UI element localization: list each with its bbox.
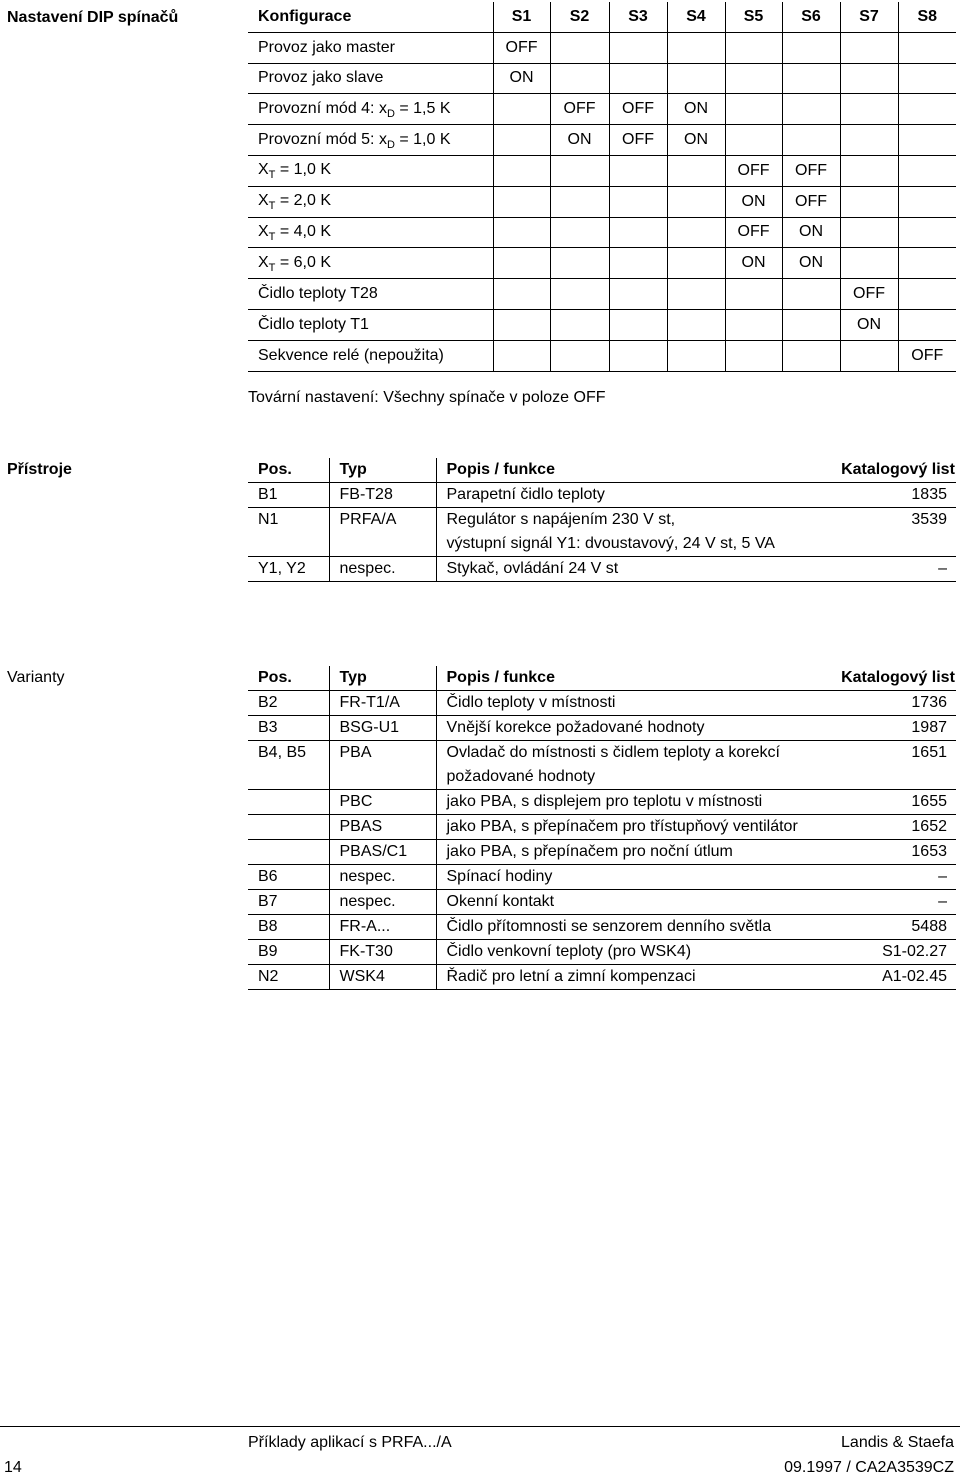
switch-s1-value	[493, 279, 550, 310]
katalog-cell: –	[840, 890, 956, 915]
katalog-cell: 3539	[911, 511, 947, 528]
switch-s3-value: OFF	[609, 94, 667, 125]
pos-cell: N2	[248, 965, 329, 990]
katalog-cell: 1652	[840, 815, 956, 840]
typ-header: Typ	[329, 666, 436, 691]
popis-cell: Vnější korekce požadované hodnoty	[436, 716, 840, 741]
switch-header-s1: S1	[493, 2, 550, 32]
table-row	[248, 532, 956, 557]
dip-row	[248, 186, 956, 217]
switch-s2-value	[550, 32, 609, 63]
table-row	[248, 865, 956, 890]
page-number: 14	[4, 1459, 22, 1476]
pos-cell	[248, 790, 329, 815]
popis-cell: Parapetní čidlo teploty	[436, 483, 840, 508]
switch-s1-value: OFF	[493, 32, 550, 63]
table-row	[248, 483, 956, 508]
popis-cell: Čidlo teploty v místnosti	[436, 691, 840, 716]
table-row	[248, 716, 956, 741]
switch-s3-value	[609, 155, 667, 186]
pos-cell: B8	[248, 915, 329, 940]
switch-s5-value	[725, 125, 782, 156]
variants-table-body	[248, 691, 956, 990]
switch-header-s7: S7	[840, 2, 898, 32]
switch-s7-value	[840, 340, 898, 371]
typ-cell: PBAS/C1	[329, 840, 436, 865]
switch-s4-value	[667, 279, 725, 310]
typ-cell	[329, 532, 436, 557]
switch-s5-value	[725, 94, 782, 125]
switch-s8-value	[898, 279, 956, 310]
katalog-cell: 1653	[840, 840, 956, 865]
variants-section-label: Varianty	[7, 669, 65, 686]
switch-s5-value	[725, 279, 782, 310]
pos-header: Pos.	[248, 666, 329, 691]
switch-s3-value	[609, 217, 667, 248]
pos-cell: N1	[258, 511, 279, 528]
popis-cell: Čidlo venkovní teploty (pro WSK4)	[436, 940, 840, 965]
devices-header-row	[248, 458, 956, 483]
switch-header-s3: S3	[609, 2, 667, 32]
switch-s6-value	[782, 309, 840, 340]
pos-cell	[248, 840, 329, 865]
dip-header-row	[248, 2, 956, 32]
config-label: Čidlo teploty T1	[248, 309, 493, 340]
popis-cell: Řadič pro letní a zimní kompenzaci	[436, 965, 840, 990]
footer-divider	[0, 1426, 960, 1427]
switch-s5-value	[725, 32, 782, 63]
popis-cell: Spínací hodiny	[436, 865, 840, 890]
switch-s7-value	[840, 217, 898, 248]
switch-s5-value	[725, 309, 782, 340]
config-label: Provozní mód 5: $x_D = 1,0$ K	[248, 125, 493, 156]
switch-s6-value	[782, 340, 840, 371]
switch-s3-value	[609, 186, 667, 217]
table-row	[248, 840, 956, 865]
table-row	[248, 890, 956, 915]
footer-company: Landis & Staefa	[841, 1434, 954, 1451]
switch-s4-value	[667, 155, 725, 186]
typ-cell: nespec.	[329, 557, 436, 582]
typ-cell: FK-T30	[329, 940, 436, 965]
pos-header: Pos.	[248, 458, 329, 483]
switch-s8-value	[898, 155, 956, 186]
switch-s2-value	[550, 63, 609, 94]
switch-s7-value	[840, 63, 898, 94]
config-label: $X_T = 2,0$ K	[248, 186, 493, 217]
pos-cell	[248, 532, 329, 557]
switch-s3-value	[609, 63, 667, 94]
katalog-cell: 1987	[840, 716, 956, 741]
typ-header: Typ	[329, 458, 436, 483]
katalog-cell: A1-02.45	[840, 965, 956, 990]
popis-cell: Ovladač do místnosti s čidlem teploty a korekcí požadované hodnoty	[436, 741, 840, 790]
footer-doc-ref: 09.1997 / CA2A3539CZ	[784, 1459, 954, 1476]
footer-title: Příklady aplikací s PRFA.../A	[248, 1434, 452, 1451]
switch-s8-value	[898, 32, 956, 63]
katalog-cell: 5488	[840, 915, 956, 940]
switch-s6-value	[782, 125, 840, 156]
devices-table-body	[248, 483, 956, 582]
switch-s7-value	[840, 94, 898, 125]
switch-s5-value: OFF	[725, 217, 782, 248]
switch-s1-value	[493, 248, 550, 279]
switch-s7-value	[840, 155, 898, 186]
dip-row	[248, 155, 956, 186]
switch-header-s8: S8	[898, 2, 956, 32]
typ-cell: FR-A...	[329, 915, 436, 940]
switch-s4-value	[667, 186, 725, 217]
switch-s1-value	[493, 155, 550, 186]
switch-s1-value	[493, 309, 550, 340]
katalog-cell: 1651	[840, 741, 956, 790]
switch-s4-value	[667, 217, 725, 248]
katalog-cell: S1-02.27	[840, 940, 956, 965]
table-row	[248, 790, 956, 815]
table-row	[248, 691, 956, 716]
katalog-cell: –	[840, 557, 956, 582]
switch-s3-value	[609, 32, 667, 63]
popis-header: Popis / funkce	[436, 458, 840, 483]
switch-s2-value	[550, 309, 609, 340]
config-label: $X_T = 6,0$ K	[248, 248, 493, 279]
switch-s3-value	[609, 279, 667, 310]
pos-cell: B3	[248, 716, 329, 741]
switch-s6-value: ON	[782, 248, 840, 279]
switch-s4-value	[667, 248, 725, 279]
switch-s6-value: ON	[782, 217, 840, 248]
katalog-cell: 1736	[840, 691, 956, 716]
switch-s1-value	[493, 186, 550, 217]
switch-s6-value	[782, 94, 840, 125]
switch-s8-value	[898, 217, 956, 248]
popis-cell: Čidlo přítomnosti se senzorem denního světla	[436, 915, 840, 940]
switch-s5-value: ON	[725, 186, 782, 217]
popis-cell: Stykač, ovládání 24 V st	[436, 557, 840, 582]
config-label: $X_T = 1,0$ K	[248, 155, 493, 186]
switch-s6-value: OFF	[782, 186, 840, 217]
config-label: Provoz jako master	[248, 32, 493, 63]
switch-s8-value	[898, 125, 956, 156]
switch-s2-value	[550, 248, 609, 279]
switch-header-s6: S6	[782, 2, 840, 32]
switch-s2-value: OFF	[550, 94, 609, 125]
switch-s8-value	[898, 248, 956, 279]
switch-s2-value	[550, 155, 609, 186]
variants-header-row	[248, 666, 956, 691]
switch-s7-value	[840, 186, 898, 217]
dip-row	[248, 63, 956, 94]
pos-cell: B7	[248, 890, 329, 915]
switch-s1-value	[493, 125, 550, 156]
katalog-cell	[840, 532, 956, 557]
table-row	[248, 965, 956, 990]
switch-s8-value: OFF	[898, 340, 956, 371]
pos-cell: B9	[248, 940, 329, 965]
switch-s8-value	[898, 186, 956, 217]
switch-s7-value: ON	[840, 309, 898, 340]
switch-s8-value	[898, 94, 956, 125]
typ-cell: PBAS	[329, 815, 436, 840]
dip-row	[248, 125, 956, 156]
dip-row	[248, 217, 956, 248]
config-label: Provoz jako slave	[248, 63, 493, 94]
typ-cell: PRFA/A	[329, 508, 436, 533]
pos-cell: B4, B5	[248, 741, 329, 790]
devices-section-label: Přístroje	[7, 461, 72, 478]
switch-s7-value: OFF	[840, 279, 898, 310]
dip-row	[248, 279, 956, 310]
table-row	[248, 815, 956, 840]
switch-s7-value	[840, 125, 898, 156]
switch-s5-value: OFF	[725, 155, 782, 186]
devices-table	[248, 458, 956, 582]
switch-s4-value	[667, 63, 725, 94]
dip-table-body	[248, 32, 956, 371]
switch-s7-value	[840, 32, 898, 63]
factory-setting-note: Tovární nastavení: Všechny spínače v poloze OFF	[248, 389, 606, 406]
switch-s3-value	[609, 309, 667, 340]
pos-cell: B2	[248, 691, 329, 716]
popis-cell: jako PBA, s přepínačem pro noční útlum	[436, 840, 840, 865]
dip-switch-table	[248, 2, 956, 372]
switch-s3-value: OFF	[609, 125, 667, 156]
typ-cell: nespec.	[329, 890, 436, 915]
typ-cell: FR-T1/A	[329, 691, 436, 716]
table-row	[248, 915, 956, 940]
switch-s8-value	[898, 63, 956, 94]
typ-cell: BSG-U1	[329, 716, 436, 741]
typ-cell: nespec.	[329, 865, 436, 890]
pos-cell: Y1, Y2	[248, 557, 329, 582]
switch-s5-value: ON	[725, 248, 782, 279]
typ-cell: FB-T28	[329, 483, 436, 508]
switch-s2-value	[550, 340, 609, 371]
switch-s2-value: ON	[550, 125, 609, 156]
katalog-cell: 1835	[840, 483, 956, 508]
typ-cell: PBC	[329, 790, 436, 815]
pos-cell: B1	[248, 483, 329, 508]
switch-s8-value	[898, 309, 956, 340]
config-label: Provozní mód 4: $x_D = 1,5$ K	[248, 94, 493, 125]
switch-s5-value	[725, 63, 782, 94]
config-header: Konfigurace	[248, 2, 493, 32]
typ-cell: WSK4	[329, 965, 436, 990]
switch-s4-value	[667, 309, 725, 340]
popis-cell: jako PBA, s displejem pro teplotu v místnosti	[436, 790, 840, 815]
dip-section-label: Nastavení DIP spínačů	[7, 9, 179, 26]
katalog-cell: 1655	[840, 790, 956, 815]
table-row	[248, 940, 956, 965]
popis-cell: jako PBA, s přepínačem pro třístupňový ventilátor	[436, 815, 840, 840]
katalog-header: Katalogový list	[840, 458, 956, 483]
switch-s2-value	[550, 279, 609, 310]
switch-s4-value: ON	[667, 94, 725, 125]
switch-s6-value	[782, 279, 840, 310]
switch-s5-value	[725, 340, 782, 371]
table-row	[248, 741, 956, 790]
switch-header-s5: S5	[725, 2, 782, 32]
popis-header: Popis / funkce	[436, 666, 840, 691]
pos-cell	[248, 815, 329, 840]
switch-s7-value	[840, 248, 898, 279]
dip-row	[248, 94, 956, 125]
switch-s1-value	[493, 94, 550, 125]
switch-header-s4: S4	[667, 2, 725, 32]
popis-cell: Regulátor s napájením 230 V st,	[436, 508, 840, 533]
popis-cell: výstupní signál Y1: dvoustavový, 24 V st, 5 VA	[436, 532, 840, 557]
dip-row	[248, 32, 956, 63]
switch-s1-value: ON	[493, 63, 550, 94]
switch-s4-value: ON	[667, 125, 725, 156]
typ-cell: PBA	[329, 741, 436, 790]
switch-s4-value	[667, 340, 725, 371]
switch-s3-value	[609, 248, 667, 279]
switch-s6-value	[782, 32, 840, 63]
dip-row	[248, 340, 956, 371]
table-row	[248, 508, 956, 533]
switch-s2-value	[550, 186, 609, 217]
config-label: Sekvence relé (nepoužita)	[248, 340, 493, 371]
switch-s1-value	[493, 340, 550, 371]
switch-s3-value	[609, 340, 667, 371]
table-row	[248, 557, 956, 582]
switch-s6-value: OFF	[782, 155, 840, 186]
config-label: $X_T = 4,0$ K	[248, 217, 493, 248]
katalog-cell: –	[840, 865, 956, 890]
switch-s6-value	[782, 63, 840, 94]
switch-s4-value	[667, 32, 725, 63]
switch-header-s2: S2	[550, 2, 609, 32]
dip-row	[248, 309, 956, 340]
pos-cell: B6	[248, 865, 329, 890]
katalog-header: Katalogový list	[840, 666, 956, 691]
popis-cell: Okenní kontakt	[436, 890, 840, 915]
variants-table	[248, 666, 956, 990]
dip-row	[248, 248, 956, 279]
switch-s1-value	[493, 217, 550, 248]
switch-s2-value	[550, 217, 609, 248]
config-label: Čidlo teploty T28	[248, 279, 493, 310]
